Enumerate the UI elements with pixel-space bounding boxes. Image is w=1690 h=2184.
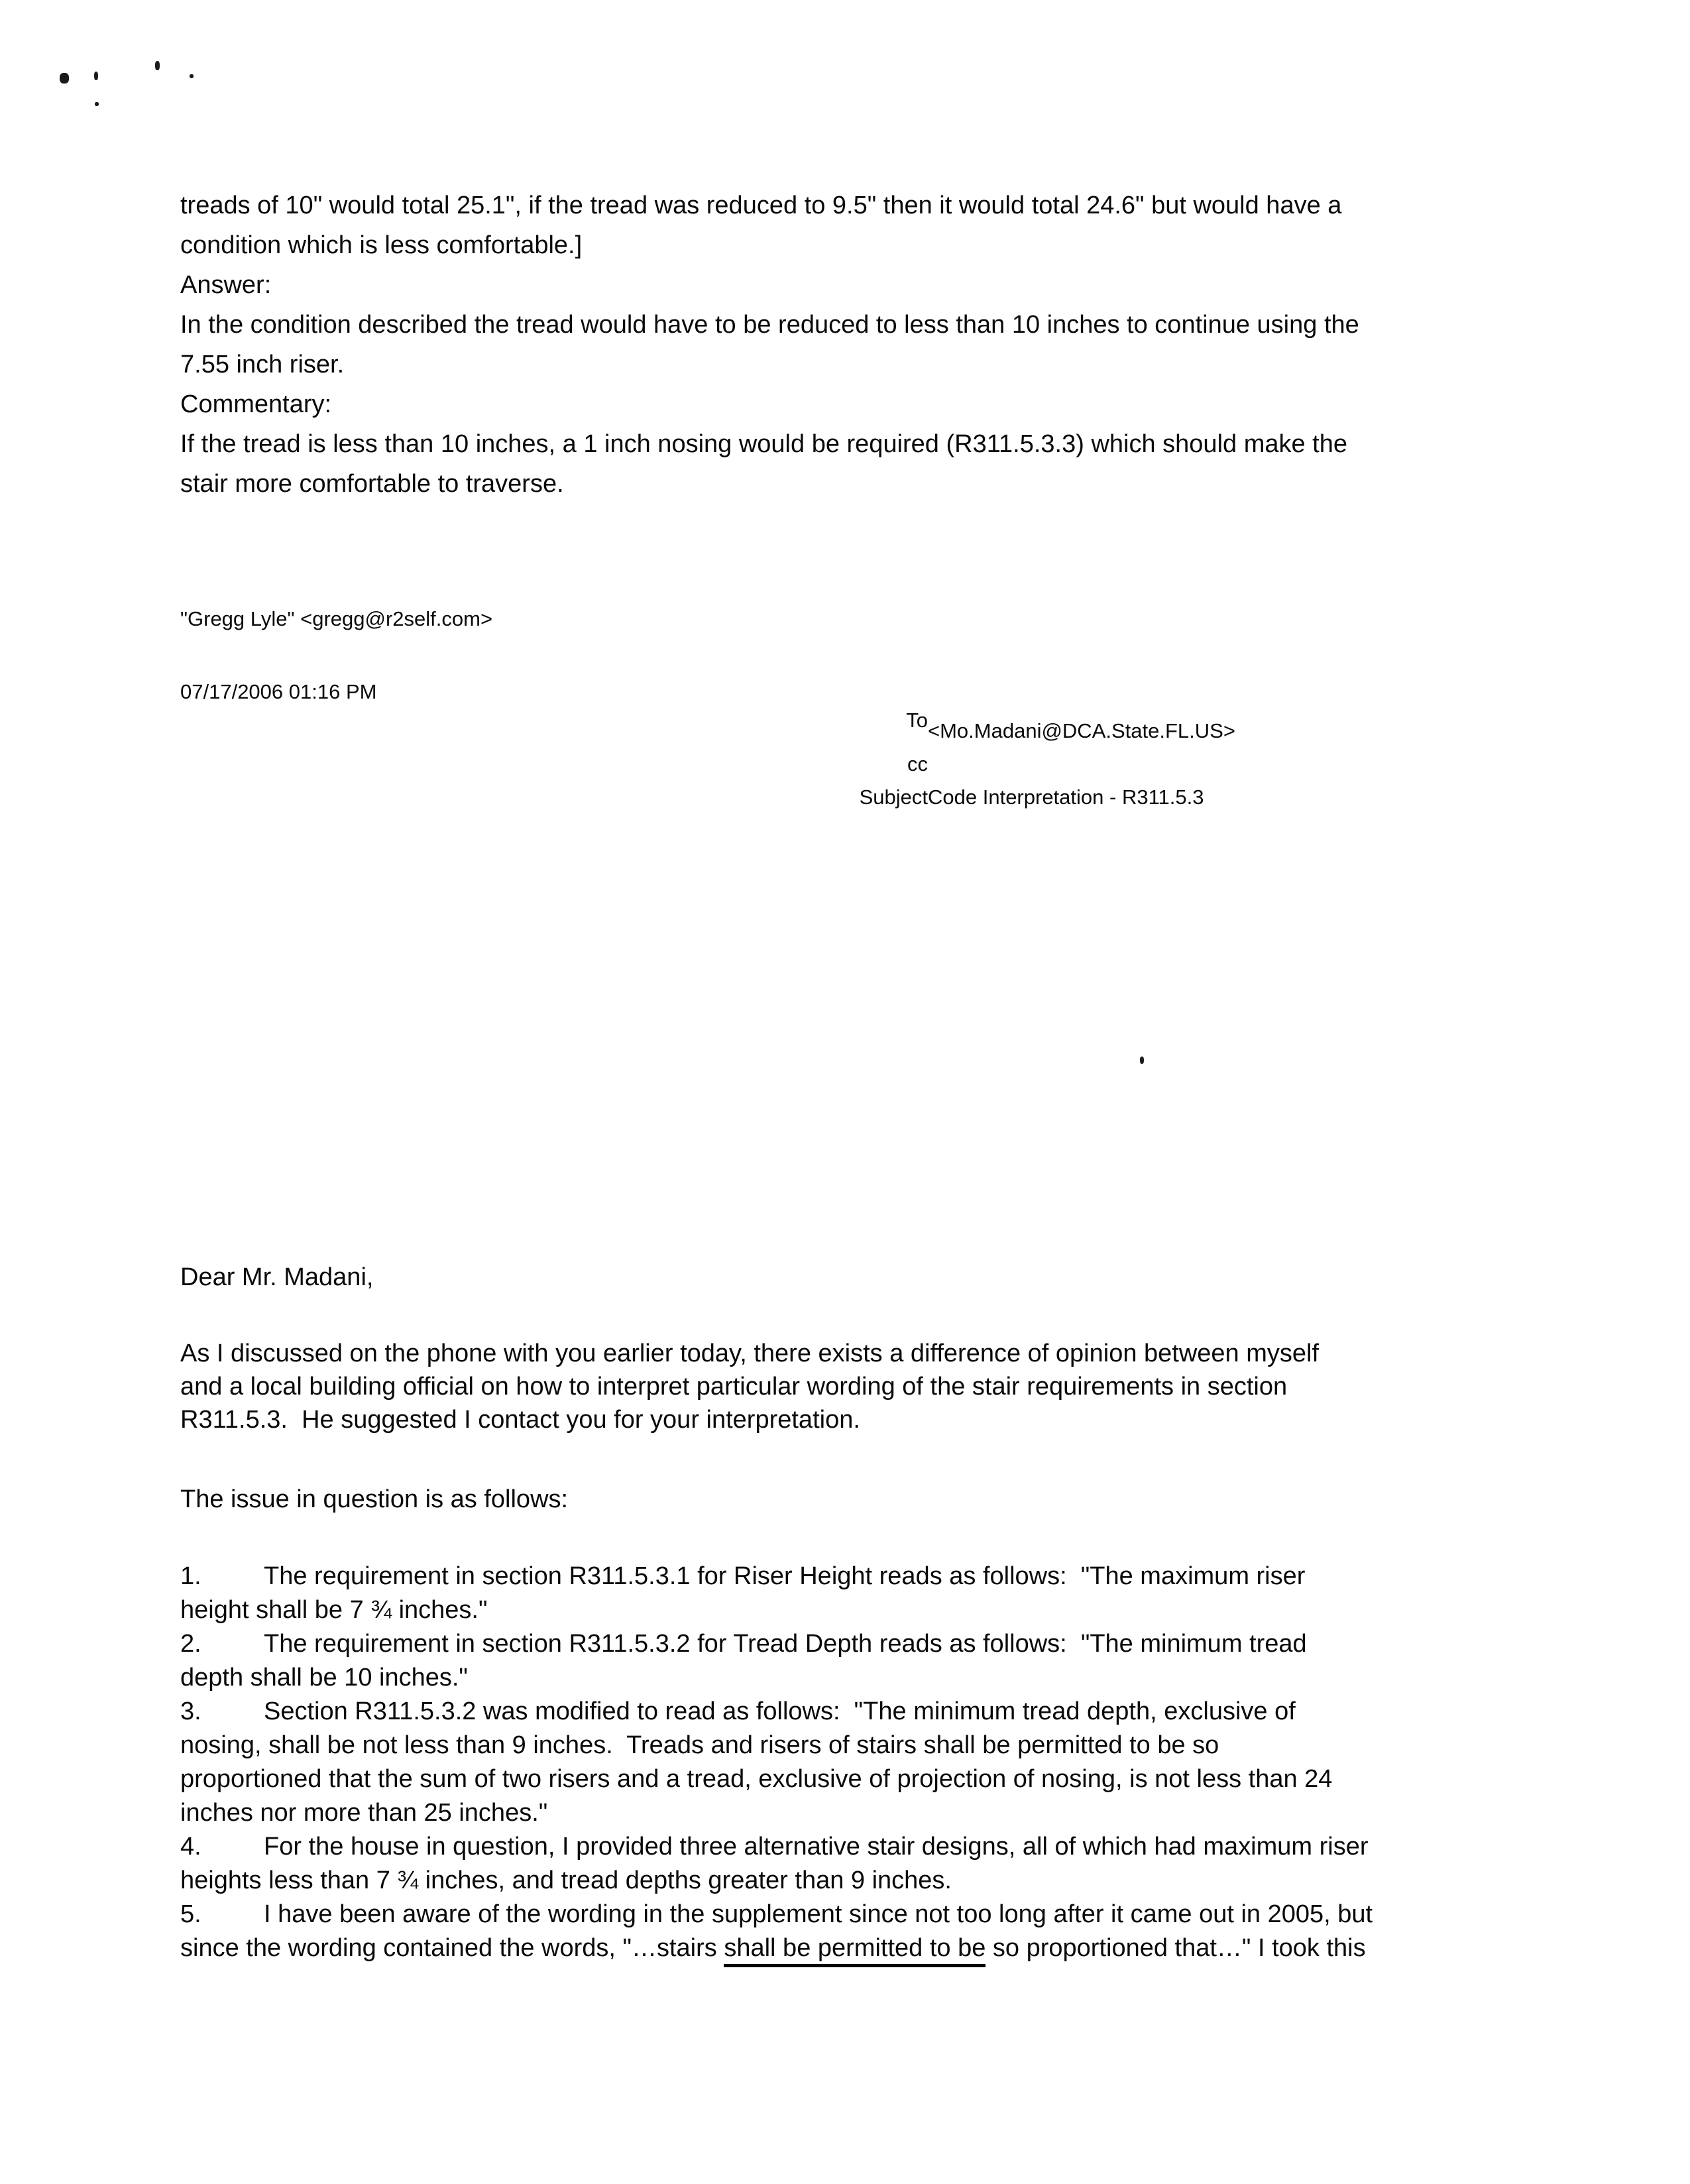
answer-heading: Answer: — [180, 271, 272, 299]
text-line: R311.5.3. He suggested I contact you for your interpretation. — [180, 1406, 860, 1434]
list-item-text: since the wording contained the words, "…stairs — [180, 1934, 724, 1962]
list-item-text: Section R311.5.3.2 was modified to read as follows: "The minimum tread depth, exclusive of — [264, 1697, 1296, 1725]
list-item-text: The requirement in section R311.5.3.2 for Tread Depth reads as follows: "The minimum tread — [264, 1630, 1307, 1658]
list-item-line: inches nor more than 25 inches." — [180, 1799, 548, 1827]
subject-label: Subject — [859, 785, 928, 809]
letter-body — [180, 1261, 1546, 1965]
numbered-list — [180, 1560, 1546, 1965]
list-item-line — [180, 1830, 1546, 1864]
list-item-line: proportioned that the sum of two risers and a tread, exclusive of projection of nosing, is not less than 24 — [180, 1765, 1333, 1793]
opening-paragraph — [180, 1337, 1546, 1436]
list-item-number: 5. — [180, 1900, 201, 1928]
list-item — [180, 1898, 1546, 1965]
salutation: Dear Mr. Madani, — [180, 1263, 374, 1291]
to-label: To — [906, 709, 928, 732]
list-item-line: depth shall be 10 inches." — [180, 1664, 468, 1692]
cc-row — [696, 748, 1235, 781]
list-item-text: The requirement in section R311.5.3.1 for Riser Height reads as follows: "The maximum riser — [264, 1562, 1306, 1590]
list-item — [180, 1560, 1546, 1627]
list-item-text: For the house in question, I provided three alternative stair designs, all of which had maximum riser — [264, 1833, 1369, 1861]
text-line: and a local building official on how to interpret particular wording of the stair requirements in section — [180, 1373, 1288, 1401]
list-item-line: height shall be 7 ¾ inches." — [180, 1596, 488, 1624]
subject-value: Code Interpretation - R311.5.3 — [928, 785, 1204, 809]
subject-row — [696, 781, 1235, 814]
text-line: In the condition described the tread would have to be reduced to less than 10 inches to continue using the — [180, 311, 1359, 339]
list-item-text: I have been aware of the wording in the supplement since not too long after it came out in 2005, but — [264, 1900, 1373, 1928]
text-line: treads of 10" would total 25.1", if the tread was reduced to 9.5" then it would total 24.6" but would have a — [180, 192, 1342, 219]
cc-label: cc — [907, 752, 928, 776]
list-item — [180, 1695, 1546, 1830]
list-item-line — [180, 1898, 1546, 1931]
list-item — [180, 1830, 1546, 1898]
commentary-heading: Commentary: — [180, 390, 332, 418]
text-line: stair more comfortable to traverse. — [180, 470, 564, 498]
answer-commentary-block — [180, 186, 1539, 504]
underlined-phrase: shall be permitted to be — [724, 1934, 986, 1967]
text-line: As I discussed on the phone with you earlier today, there exists a difference of opinion between myself — [180, 1340, 1320, 1367]
text-line: 7.55 inch riser. — [180, 351, 345, 378]
email-sender: "Gregg Lyle" <gregg@r2self.com> — [180, 607, 493, 630]
list-item-number: 3. — [180, 1697, 201, 1725]
scan-artifact — [94, 72, 98, 80]
text-line: condition which is less comfortable.] — [180, 231, 583, 259]
list-item-text: so proportioned that…" I took this — [986, 1934, 1366, 1962]
list-item-number: 1. — [180, 1562, 201, 1590]
list-item-line — [180, 1931, 1546, 1965]
list-item-line: heights less than 7 ¾ inches, and tread depths greater than 9 inches. — [180, 1867, 952, 1894]
scan-artifact — [95, 102, 99, 106]
list-item-line — [180, 1695, 1546, 1729]
to-value: <Mo.Madani@DCA.State.FL.US> — [928, 719, 1235, 742]
list-item-number: 2. — [180, 1630, 201, 1658]
list-item-number: 4. — [180, 1833, 201, 1861]
scan-artifact — [190, 74, 194, 78]
scan-artifact — [60, 73, 69, 84]
list-item-line — [180, 1560, 1546, 1593]
scan-artifact — [1140, 1057, 1144, 1064]
to-row — [696, 709, 1235, 748]
email-recipient-block — [696, 709, 1235, 814]
text-line: If the tread is less than 10 inches, a 1 inch nosing would be required (R311.5.3.3) which should make the — [180, 430, 1348, 458]
list-item — [180, 1627, 1546, 1695]
scan-artifact — [155, 61, 160, 70]
list-item-line: nosing, shall be not less than 9 inches. Treads and risers of stairs shall be permitted to be so — [180, 1731, 1219, 1759]
issue-intro: The issue in question is as follows: — [180, 1485, 569, 1513]
list-item-line — [180, 1627, 1546, 1661]
email-timestamp: 07/17/2006 01:16 PM — [180, 680, 377, 703]
